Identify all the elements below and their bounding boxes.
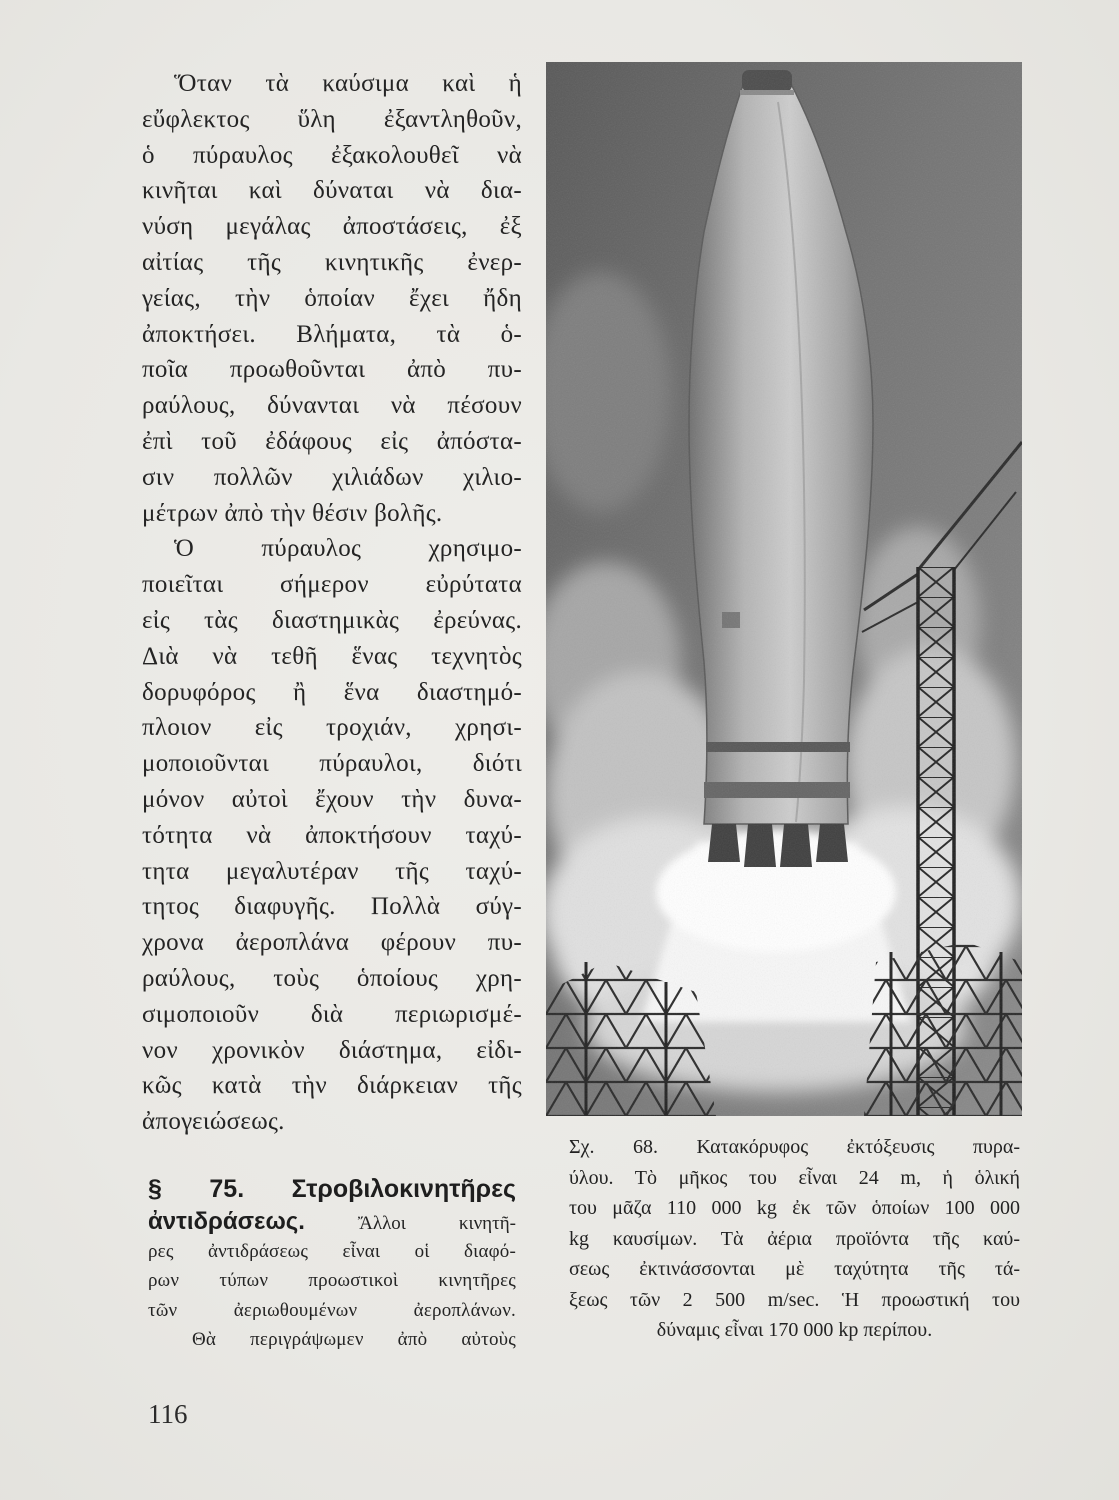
- body-line: ραύλους, δύνανται νὰ πέσουν: [142, 392, 522, 420]
- section-text-start: Ἄλλοι κινητῆ-: [357, 1213, 516, 1234]
- caption-line: του μᾶζα 110 000 kg ἐκ τῶν ὁποίων 100 000: [569, 1197, 1020, 1219]
- body-line: Ὁ πύραυλος χρησιμο-: [174, 535, 522, 563]
- body-line: εἰς τὰς διαστημικὰς ἐρεύνας.: [142, 606, 522, 634]
- body-line: νύση μεγάλας ἀποστάσεις, ἐξ: [142, 213, 522, 241]
- body-line: ἀποκτήσει. Βλήματα, τὰ ὁ-: [142, 320, 522, 348]
- section-75: [148, 1172, 516, 1354]
- body-line: χρονα ἀεροπλάνα φέρουν πυ-: [142, 929, 522, 957]
- section-line: ρων τύπων προωστικοὶ κινητῆρες: [148, 1270, 516, 1292]
- page-number: 116: [148, 1399, 188, 1429]
- body-line: αἰτίας τῆς κινητικῆς ἐνερ-: [142, 248, 522, 276]
- figure-68-caption: [569, 1132, 1020, 1346]
- caption-line: ξεως τῶν 2 500 m/sec. Ἡ προωστική του: [569, 1288, 1020, 1311]
- section-heading-continuation: [148, 1206, 516, 1237]
- body-line: ποῖα προωθοῦνται ἀπὸ πυ-: [142, 356, 522, 384]
- caption-line: σεως ἐκτινάσσονται μὲ ταχύτητα τῆς τά-: [569, 1258, 1020, 1280]
- figure-68-photo: [546, 62, 1022, 1116]
- body-line: ἀπογειώσεως.: [142, 1108, 285, 1136]
- body-line: ποιεῖται σήμερον εὐρύτατα: [142, 571, 522, 599]
- body-line: γείας, τὴν ὁποίαν ἔχει ἤδη: [142, 284, 522, 312]
- body-line: τότητα νὰ ἀποκτήσουν ταχύ-: [142, 821, 522, 849]
- body-line: κινῆται καὶ δύναται νὰ δια-: [142, 177, 522, 205]
- body-line: πλοιον εἰς τροχιάν, χρησι-: [142, 714, 522, 742]
- section-heading: § 75. Στροβιλοκινητῆρες: [148, 1175, 516, 1203]
- body-line: τητα μεγαλυτέραν τῆς ταχύ-: [142, 857, 522, 885]
- body-line: Διὰ νὰ τεθῆ ἕνας τεχνητὸς: [142, 642, 522, 670]
- caption-line: ύλου. Τὸ μῆκος του εἶναι 24 m, ἡ ὁλική: [569, 1166, 1020, 1189]
- body-text-column: [142, 66, 522, 1140]
- body-line: ἐπὶ τοῦ ἐδάφους εἰς ἀπόστα-: [142, 427, 522, 455]
- body-line: μέτρων ἀπὸ τὴν θέσιν βολῆς.: [142, 499, 443, 527]
- body-line: τητος διαφυγῆς. Πολλὰ σύγ-: [142, 893, 522, 921]
- section-line: Θὰ περιγράψωμεν ἀπὸ αὐτοὺς: [192, 1328, 516, 1350]
- body-line: μόνον αὐτοὶ ἔχουν τὴν δυνα-: [142, 785, 522, 813]
- body-line: εὔφλεκτος ὕλη ἐξαντληθοῦν,: [142, 105, 522, 133]
- body-line: νον χρονικὸν διάστημα, εἰδι-: [142, 1036, 522, 1064]
- body-line: ὁ πύραυλος ἐξακολουθεῖ νὰ: [142, 141, 522, 169]
- section-line: ρες ἀντιδράσεως εἶναι οἱ διαφό-: [148, 1241, 516, 1262]
- body-line: μοποιοῦνται πύραυλοι, διότι: [142, 750, 522, 778]
- caption-line: δύναμις εἶναι 170 000 kp περίπου.: [656, 1319, 933, 1341]
- film-grain: [546, 62, 1022, 1116]
- rocket-launch-photo: [546, 62, 1022, 1116]
- body-line: σιμοποιοῦν διὰ περιωρισμέ-: [142, 1000, 522, 1028]
- body-line: ραύλους, τοὺς ὁποίους χρη-: [142, 964, 522, 992]
- section-line: τῶν ἀεριωθουμένων ἀεροπλάνων.: [148, 1299, 516, 1321]
- body-line: δορυφόρος ἢ ἕνα διαστημό-: [142, 678, 522, 706]
- body-line: Ὅταν τὰ καύσιμα καὶ ἡ: [174, 70, 522, 97]
- body-line: κῶς κατὰ τὴν διάρκειαν τῆς: [142, 1072, 522, 1100]
- caption-line: kg καυσίμων. Τὰ ἀέρια προϊόντα τῆς καύ-: [569, 1227, 1020, 1250]
- section-heading-bold-word: ἀντιδράσεως.: [148, 1208, 305, 1235]
- caption-line: Σχ. 68. Κατακόρυφος ἐκτόξευσις πυρα-: [569, 1136, 1020, 1158]
- body-line: σιν πολλῶν χιλιάδων χιλιο-: [142, 463, 522, 491]
